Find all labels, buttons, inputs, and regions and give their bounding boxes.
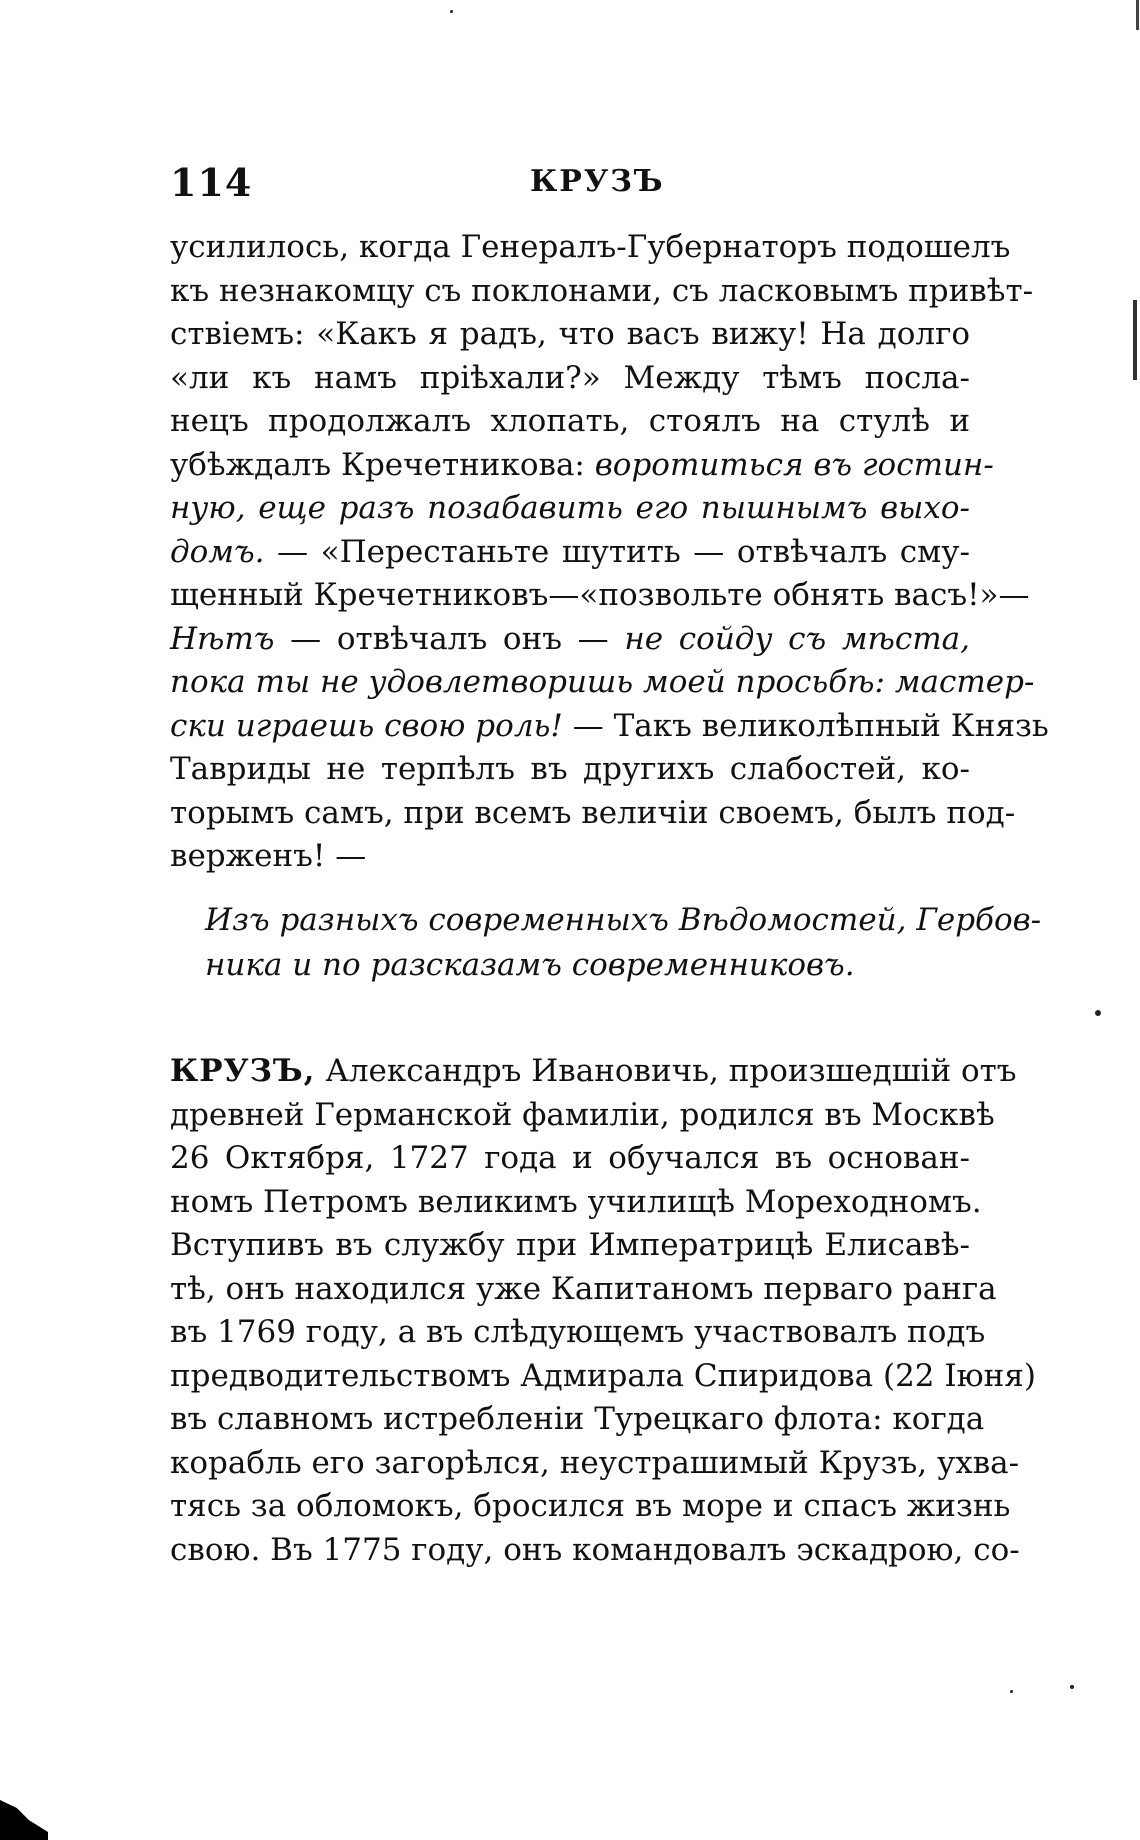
text-line: пока ты не удовлетворишь моей просьбѣ: мастер-	[170, 664, 1035, 700]
speck	[1070, 1685, 1074, 1689]
text-line: свою. Въ 1775 году, онъ командовалъ эскадрою, со-	[170, 1531, 1020, 1568]
text-line: ствіемъ: «Какъ я радъ, что васъ вижу! На долго	[170, 316, 970, 352]
text-line: 26 Октября, 1727 года и обучался въ основан-	[170, 1140, 970, 1176]
entry-name: КРУЗЪ,	[170, 1053, 316, 1089]
citation-line: ника и по разсказамъ современниковъ.	[205, 947, 855, 983]
biography-entry	[170, 1050, 1036, 1572]
text-line: нецъ продолжалъ хлопать, стоялъ на стулѣ и	[170, 403, 970, 439]
text-line: КРУЗЪ, Александръ Ивановичь, произшедшій отъ	[170, 1053, 1017, 1089]
text-line: верженъ! —	[170, 838, 367, 874]
text-line: ски играешь свою роль! — Такъ великолѣпный Князь	[170, 707, 1049, 744]
text-line: древней Германской фамиліи, родился въ Москвѣ	[170, 1096, 995, 1133]
text-line: ную, еще разъ позабавить его пышнымъ выхо-	[170, 490, 970, 526]
text-line: въ славномъ истребленіи Турецкаго флота: когда	[170, 1401, 985, 1437]
source-citation	[205, 898, 1042, 988]
text-line: убѣждалъ Кречетникова: воротиться въ гостин-	[170, 446, 994, 483]
text-line: тѣ, онъ находился уже Капитаномъ перваго ранга	[170, 1270, 997, 1307]
text-line: предводительствомъ Адмирала Спиридова (22 Іюня)	[170, 1357, 1036, 1394]
text-line: щенный Кречетниковъ—«позвольте обнять васъ!»—	[170, 577, 1030, 613]
speck	[1010, 1690, 1013, 1693]
page-header	[170, 160, 970, 210]
text-line: Нѣтъ — отвѣчалъ онъ — не сойду съ мѣста,	[170, 620, 970, 657]
text-line: Вступивъ въ службу при Императрицѣ Елисавѣ-	[170, 1227, 970, 1263]
text-line: «ли къ намъ пріѣхали?» Между тѣмъ посла-	[170, 359, 970, 396]
citation-line: Изъ разныхъ современныхъ Вѣдомостей, Гербов-	[205, 902, 1042, 938]
paragraph-continued	[170, 226, 1049, 879]
speck	[1095, 1010, 1101, 1016]
text-line: корабль его загорѣлся, неустрашимый Крузъ, ухва-	[170, 1444, 1020, 1481]
text-line: торымъ самъ, при всемъ величіи своемъ, былъ под-	[170, 794, 1016, 831]
scan-edge-mark	[1133, 300, 1137, 380]
text-line: въ 1769 году, а въ слѣдующемъ участвовалъ подъ	[170, 1314, 986, 1350]
text-line: къ незнакомцу съ поклонами, съ ласковымъ привѣт-	[170, 272, 1034, 309]
scan-edge-mark	[1136, 0, 1139, 30]
text-line: усилилось, когда Генералъ-Губернаторъ подошелъ	[170, 229, 1011, 265]
running-head: КРУЗЪ	[530, 164, 665, 199]
text-line: тясь за обломокъ, бросился въ море и спасъ жизнь	[170, 1488, 1011, 1524]
text-line: домъ. — «Перестаньте шутить — отвѣчалъ сму-	[170, 533, 970, 570]
text-line: номъ Петромъ великимъ училищѣ Мореходномъ.	[170, 1183, 982, 1220]
text-line: Тавриды не терпѣлъ въ другихъ слабостей, ко-	[170, 751, 970, 787]
speck	[450, 10, 453, 13]
page-number: 114	[170, 160, 253, 205]
scan-corner-mark	[0, 1800, 48, 1840]
